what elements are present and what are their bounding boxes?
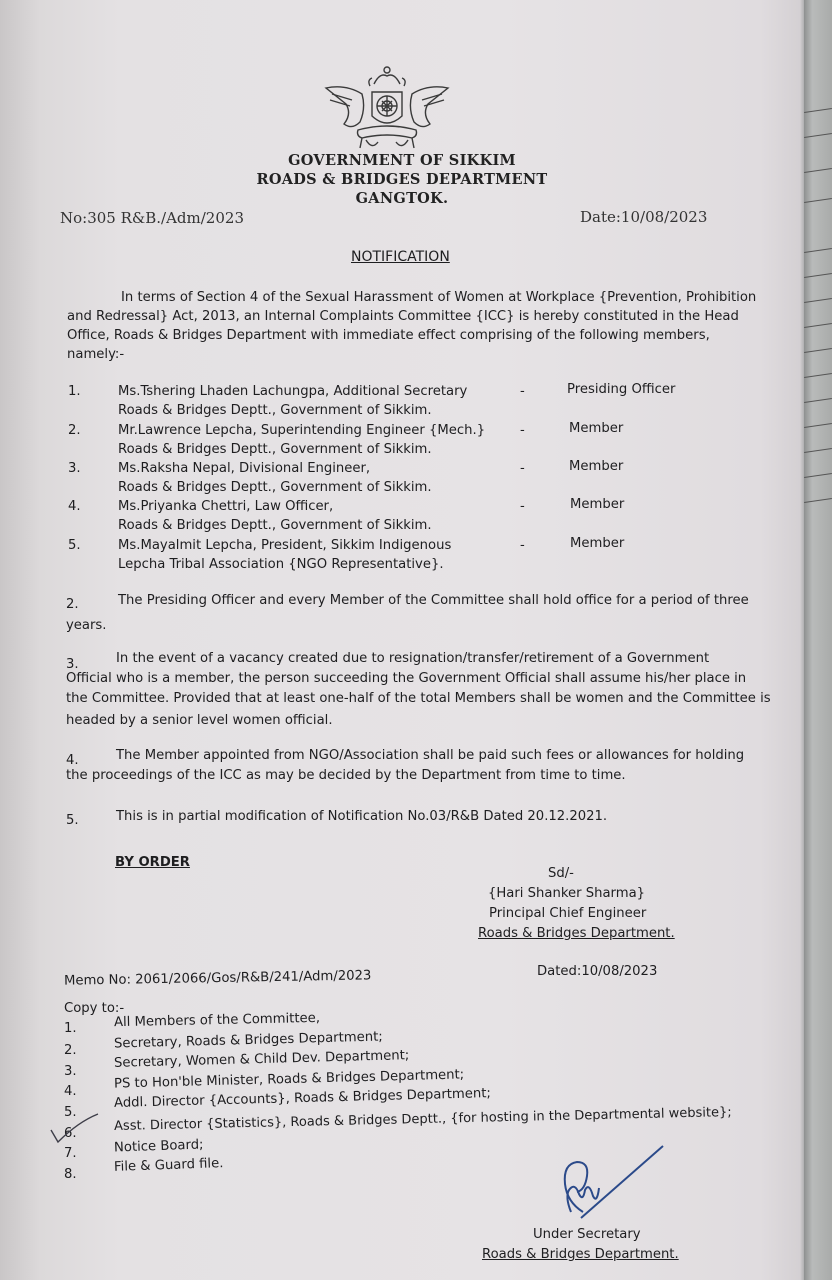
paragraph-number: 2. — [66, 597, 79, 612]
copy-item-text: Notice Board; — [113, 1137, 204, 1156]
copy-to-label: Copy to:- — [64, 1001, 125, 1016]
member-dash: - — [520, 384, 525, 399]
copy-item-number: 4. — [64, 1084, 77, 1099]
member-role: Presiding Officer — [567, 382, 676, 397]
member-role: Member — [570, 536, 625, 551]
member-role: Member — [569, 459, 624, 474]
member-role: Member — [569, 421, 624, 436]
member-name: Ms.Mayalmit Lepcha, President, Sikkim Indigenous — [118, 538, 452, 553]
copy-item-text: PS to Hon'ble Minister, Roads & Bridges Department; — [113, 1067, 465, 1092]
member-name: Ms.Raksha Nepal, Divisional Engineer, — [118, 461, 371, 476]
paragraph-line: the Committee. Provided that at least one-half of the total Members shall be women and the Committee is — [66, 691, 771, 706]
paragraph-line: In the event of a vacancy created due to resignation/transfer/retirement of a Government — [116, 651, 710, 666]
memo-date: Dated:10/08/2023 — [537, 964, 658, 979]
copy-item-text: Asst. Director {Statistics}, Roads & Bridges Deptt., {for hosting in the Departmental website}; — [113, 1104, 732, 1135]
signed-mark: Sd/- — [548, 866, 574, 881]
member-name: Mr.Lawrence Lepcha, Superintending Engineer {Mech.} — [118, 423, 486, 438]
copy-item-text: All Members of the Committee, — [113, 1010, 321, 1031]
paragraph-line: years. — [66, 618, 107, 633]
member-number: 3. — [68, 461, 81, 476]
state-emblem-icon — [322, 64, 452, 154]
by-order-label: BY ORDER — [115, 855, 190, 870]
member-number: 5. — [68, 538, 81, 553]
intro-line: In terms of Section 4 of the Sexual Harassment of Women at Workplace {Prevention, Prohibition — [121, 290, 757, 305]
copy-item-number: 3. — [64, 1064, 77, 1079]
member-office: Lepcha Tribal Association {NGO Representative}. — [118, 557, 444, 572]
paragraph-number: 5. — [66, 813, 79, 828]
memo-number: Memo No: 2061/2066/Gos/R&B/241/Adm/2023 — [63, 968, 372, 989]
header-government: GOVERNMENT OF SIKKIM — [288, 152, 516, 169]
signatory-department: Roads & Bridges Department. — [478, 926, 675, 941]
member-number: 4. — [68, 499, 81, 514]
copy-item-number: 2. — [64, 1043, 77, 1058]
member-dash: - — [520, 499, 525, 514]
intro-line: Office, Roads & Bridges Department with immediate effect comprising of the following members, — [67, 328, 710, 343]
copy-item-text: File & Guard file. — [113, 1156, 224, 1175]
member-office: Roads & Bridges Deptt., Government of Sikkim. — [118, 403, 432, 418]
paragraph-number: 4. — [66, 753, 79, 768]
under-secretary-designation: Under Secretary — [533, 1227, 641, 1242]
copy-item-text: Addl. Director {Accounts}, Roads & Bridges Department; — [113, 1086, 492, 1111]
notification-date: Date:10/08/2023 — [580, 208, 708, 226]
paragraph-line: The Presiding Officer and every Member of the Committee shall hold office for a period of three — [118, 593, 749, 608]
signatory-designation: Principal Chief Engineer — [489, 906, 647, 921]
intro-line: namely:- — [67, 347, 125, 362]
member-role: Member — [570, 497, 625, 512]
check-mark-icon — [48, 1112, 108, 1146]
copy-item-text: Secretary, Women & Child Dev. Department; — [113, 1048, 410, 1071]
paragraph-number: 3. — [66, 657, 79, 672]
under-secretary-department: Roads & Bridges Department. — [482, 1247, 679, 1262]
member-office: Roads & Bridges Deptt., Government of Sikkim. — [118, 442, 432, 457]
header-department: ROADS & BRIDGES DEPARTMENT — [256, 171, 548, 188]
paragraph-line: the proceedings of the ICC as may be decided by the Department from time to time. — [66, 768, 626, 783]
copy-item-text: Secretary, Roads & Bridges Department; — [113, 1029, 383, 1052]
paragraph-line: This is in partial modification of Notification No.03/R&B Dated 20.12.2021. — [116, 809, 608, 824]
member-office: Roads & Bridges Deptt., Government of Sikkim. — [118, 480, 432, 495]
notification-title: NOTIFICATION — [351, 249, 450, 265]
member-dash: - — [520, 461, 525, 476]
paragraph-line: headed by a senior level women official. — [66, 713, 333, 728]
underlying-paper-edge — [804, 0, 832, 1280]
copy-item-number: 8. — [64, 1167, 77, 1182]
paragraph-line: Official who is a member, the person succeeding the Government Official shall assume his/her place in — [66, 671, 747, 686]
paragraph-line: The Member appointed from NGO/Association shall be paid such fees or allowances for holding — [116, 748, 745, 763]
member-number: 1. — [68, 384, 81, 399]
copy-item-number: 1. — [64, 1021, 77, 1036]
member-number: 2. — [68, 423, 81, 438]
reference-number: No:305 R&B./Adm/2023 — [60, 209, 244, 227]
member-name: Ms.Priyanka Chettri, Law Officer, — [118, 499, 334, 514]
intro-line: and Redressal} Act, 2013, an Internal Complaints Committee {ICC} is hereby constituted in the Head — [67, 309, 739, 324]
signature-icon — [555, 1142, 670, 1232]
copy-item-number: 7. — [64, 1146, 77, 1161]
copy-item-number: 6. — [64, 1126, 77, 1141]
member-office: Roads & Bridges Deptt., Government of Sikkim. — [118, 518, 432, 533]
member-name: Ms.Tshering Lhaden Lachungpa, Additional Secretary — [118, 384, 468, 399]
member-dash: - — [520, 538, 525, 553]
member-dash: - — [520, 423, 525, 438]
header-city: GANGTOK. — [355, 190, 449, 207]
copy-item-number: 5. — [64, 1105, 77, 1120]
signatory-name: {Hari Shanker Sharma} — [488, 886, 646, 901]
